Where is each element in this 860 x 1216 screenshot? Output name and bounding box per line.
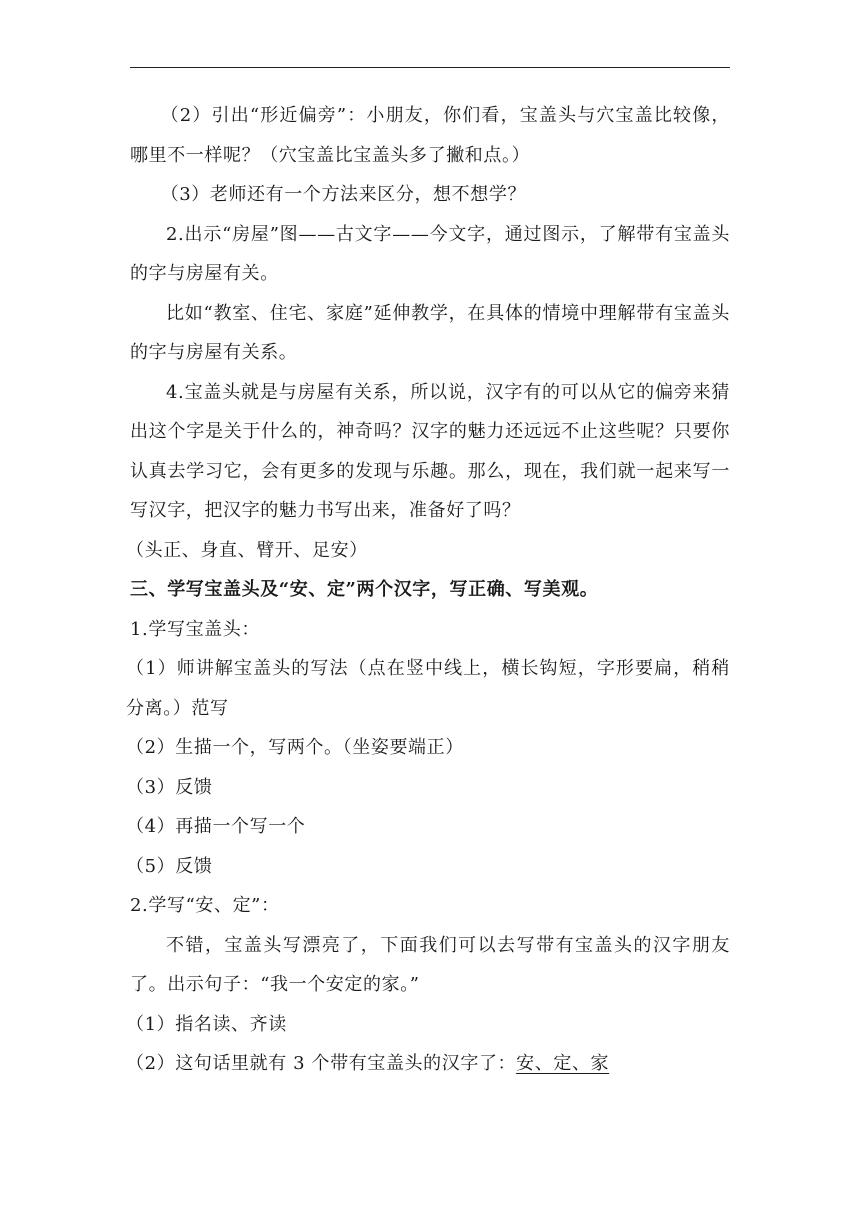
step-3-feedback: （3）反馈 [126,776,213,798]
find-characters-text: （2）这句话里就有 3 个带有宝盖头的汉字了： [126,1053,517,1074]
paragraph-shape-radical: （2）引出“形近偏旁”：小朋友，你们看，宝盖头与穴宝盖比较像，哪里不一样呢？（穴宝盖比宝盖头多了撇和点。） [130,105,730,166]
step-read-aloud: （1）指名读、齐读 [126,1013,287,1035]
step-4-trace-again: （4）再描一个写一个 [126,816,306,837]
step-2-trace: （2）生描一个，写两个。（坐姿要端正） [126,737,464,758]
paragraph-posture: （头正、身直、臂开、足安） [126,539,368,561]
subsection-learn-characters: 2.学写“安、定”： [130,895,280,916]
paragraph-teacher-method: （3）老师还有一个方法来区分，想不想学？ [160,184,527,205]
step-5-feedback: （5）反馈 [126,855,213,877]
step-1-explain: （1）师讲解宝盖头的写法（点在竖中线上，横长钩短，字形要扁，稍稍分离。）范写 [126,658,730,719]
document-body [126,96,730,1084]
paragraph-sentence-intro: 不错，宝盖头写漂亮了，下面我们可以去写带有宝盖头的汉字朋友了。出示句子：“我一个安定的家。” [130,934,730,995]
paragraph-radical-meaning: 4.宝盖头就是与房屋有关系，所以说，汉字有的可以从它的偏旁来猜出这个字是关于什么的，神奇吗？汉字的魅力还远远不止这些呢？只要你认真去学习它，会有更多的发现与乐趣。那么，现在，我们就一起来写一写汉字，把汉字的魅力书写出来，准备好了吗？ [130,381,730,521]
underlined-characters: 安、定、家 [516,1053,610,1074]
paragraph-examples: 比如“教室、住宅、家庭”延伸教学，在具体的情境中理解带有宝盖头的字与房屋有关系。 [130,302,730,363]
subsection-learn-radical: 1.学写宝盖头： [130,618,260,640]
header-rule [130,67,730,68]
paragraph-house-image: 2.出示“房屋”图——古文字——今文字，通过图示，了解带有宝盖头的字与房屋有关。 [130,223,730,284]
step-find-characters [126,1044,730,1084]
section-heading-3: 三、学写宝盖头及“安、定”两个汉字，写正确、写美观。 [130,579,599,600]
